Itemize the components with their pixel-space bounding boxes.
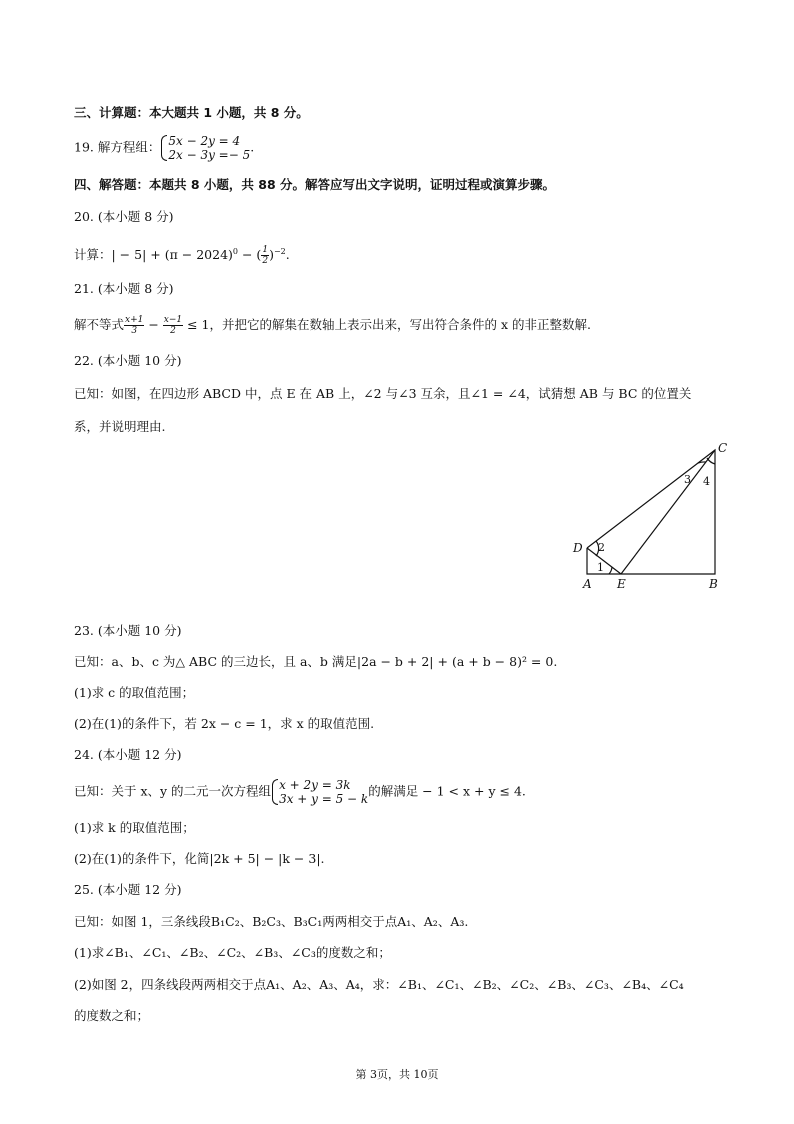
q19-prefix: 19. 解方程组： (74, 139, 161, 155)
section-3-heading: 三、计算题：本大题共 1 小题，共 8 分。 (74, 105, 309, 120)
q23-part2: (2)在(1)的条件下，若 2x − c = 1，求 x 的取值范围. (74, 716, 375, 731)
q20-header: 20. (本小题 8 分) (74, 209, 174, 224)
label-a: A (583, 577, 592, 591)
angle-label-1: 1 (597, 561, 604, 574)
q20-expression (74, 243, 290, 266)
section-4-heading: 四、解答题：本题共 8 小题，共 88 分。解答应写出文字说明，证明过程或演算步骤。 (74, 177, 556, 192)
q22-line1: 已知：如图，在四边形 ABCD 中，点 E 在 AB 上，∠2 与∠3 互余，且∠1 = ∠4，试猜想 AB 与 BC 的位置关 (74, 386, 692, 401)
q20-mid: − ( (238, 247, 262, 263)
q20-suffix: . (285, 247, 290, 263)
q24-eq1: x + 2y = 3k (279, 778, 351, 792)
q21-f1-den: 3 (131, 326, 138, 336)
q21-rest: ≤ 1，并把它的解集在数轴上表示出来，写出符合条件的 x 的非正整数解. (183, 317, 591, 332)
q21-minus: − (144, 317, 163, 332)
q21-fraction-2 (163, 315, 183, 336)
q20-prefix: 计算：| − 5| + (π − 2024) (74, 247, 233, 263)
page-footer: 第 3页，共 10页 (355, 1068, 439, 1081)
q20-close: ) (269, 247, 274, 263)
q25-line1: 已知：如图 1，三条线段B₁C₂、B₂C₃、B₃C₁两两相交于点A₁、A₂、A₃. (74, 914, 469, 929)
label-e: E (617, 577, 626, 591)
q24-equation-system (271, 778, 368, 806)
label-b: B (709, 577, 718, 591)
q25-part2-continued: 的度数之和； (74, 1008, 150, 1023)
label-d: D (573, 541, 583, 555)
angle-label-4: 4 (703, 475, 710, 488)
q19-eq1: 5x − 2y = 4 (168, 134, 241, 148)
q21-f2-num: x−1 (163, 315, 183, 325)
q21-fraction-1 (124, 315, 144, 336)
q22-header: 22. (本小题 10 分) (74, 353, 182, 368)
angle-arc-4 (707, 458, 715, 464)
q25-header: 25. (本小题 12 分) (74, 882, 182, 897)
segment-ec (621, 450, 715, 574)
q20-exp0: 0 (232, 247, 239, 256)
question-19 (74, 134, 254, 162)
q19-equation-system (160, 134, 250, 162)
q19-suffix: . (250, 139, 255, 155)
q24-eq2: 3x + y = 5 − k (279, 792, 369, 806)
q21-body (74, 315, 591, 336)
q21-prefix: 解不等式 (74, 317, 125, 332)
q24-part1: (1)求 k 的取值范围； (74, 820, 195, 835)
q23-line1: 已知：a、b、c 为△ ABC 的三边长，且 a、b 满足|2a − b + 2| + (a + b − 8)² = 0. (74, 654, 558, 669)
angle-arc-1 (609, 567, 612, 574)
q24-part2: (2)在(1)的条件下，化简|2k + 5| − |k − 3|. (74, 851, 325, 866)
q25-part2: (2)如图 2，四条线段两两相交于点A₁、A₂、A₃、A₄，求：∠B₁、∠C₁、∠B₂、∠C₂、∠B₃、∠C₃、∠B₄、∠C₄ (74, 977, 684, 992)
quadrilateral-outline (587, 450, 715, 574)
q23-header: 23. (本小题 10 分) (74, 623, 182, 638)
q21-header: 21. (本小题 8 分) (74, 281, 174, 296)
q22-line2: 系，并说明理由. (74, 419, 166, 434)
q24-line1 (74, 778, 526, 806)
label-c: C (718, 441, 728, 455)
q21-f1-num: x+1 (125, 315, 144, 325)
q24-suffix: 的解满足 − 1 < x + y ≤ 4. (368, 783, 526, 799)
q21-f2-den: 2 (170, 326, 176, 336)
q23-part1: (1)求 c 的取值范围； (74, 685, 195, 700)
q20-frac-den: 2 (262, 256, 269, 267)
q20-exp: −2 (273, 247, 286, 256)
angle-label-3: 3 (684, 473, 691, 486)
q20-fraction (261, 245, 269, 266)
q19-eq2: 2x − 3y =− 5 (168, 148, 251, 162)
angle-label-2: 2 (598, 541, 605, 554)
q24-header: 24. (本小题 12 分) (74, 747, 182, 762)
q22-geometry-figure (560, 436, 740, 596)
q20-frac-num: 1 (262, 245, 269, 256)
q24-prefix: 已知：关于 x、y 的二元一次方程组 (74, 783, 272, 799)
q25-part1: (1)求∠B₁、∠C₁、∠B₂、∠C₂、∠B₃、∠C₃的度数之和； (74, 945, 391, 960)
